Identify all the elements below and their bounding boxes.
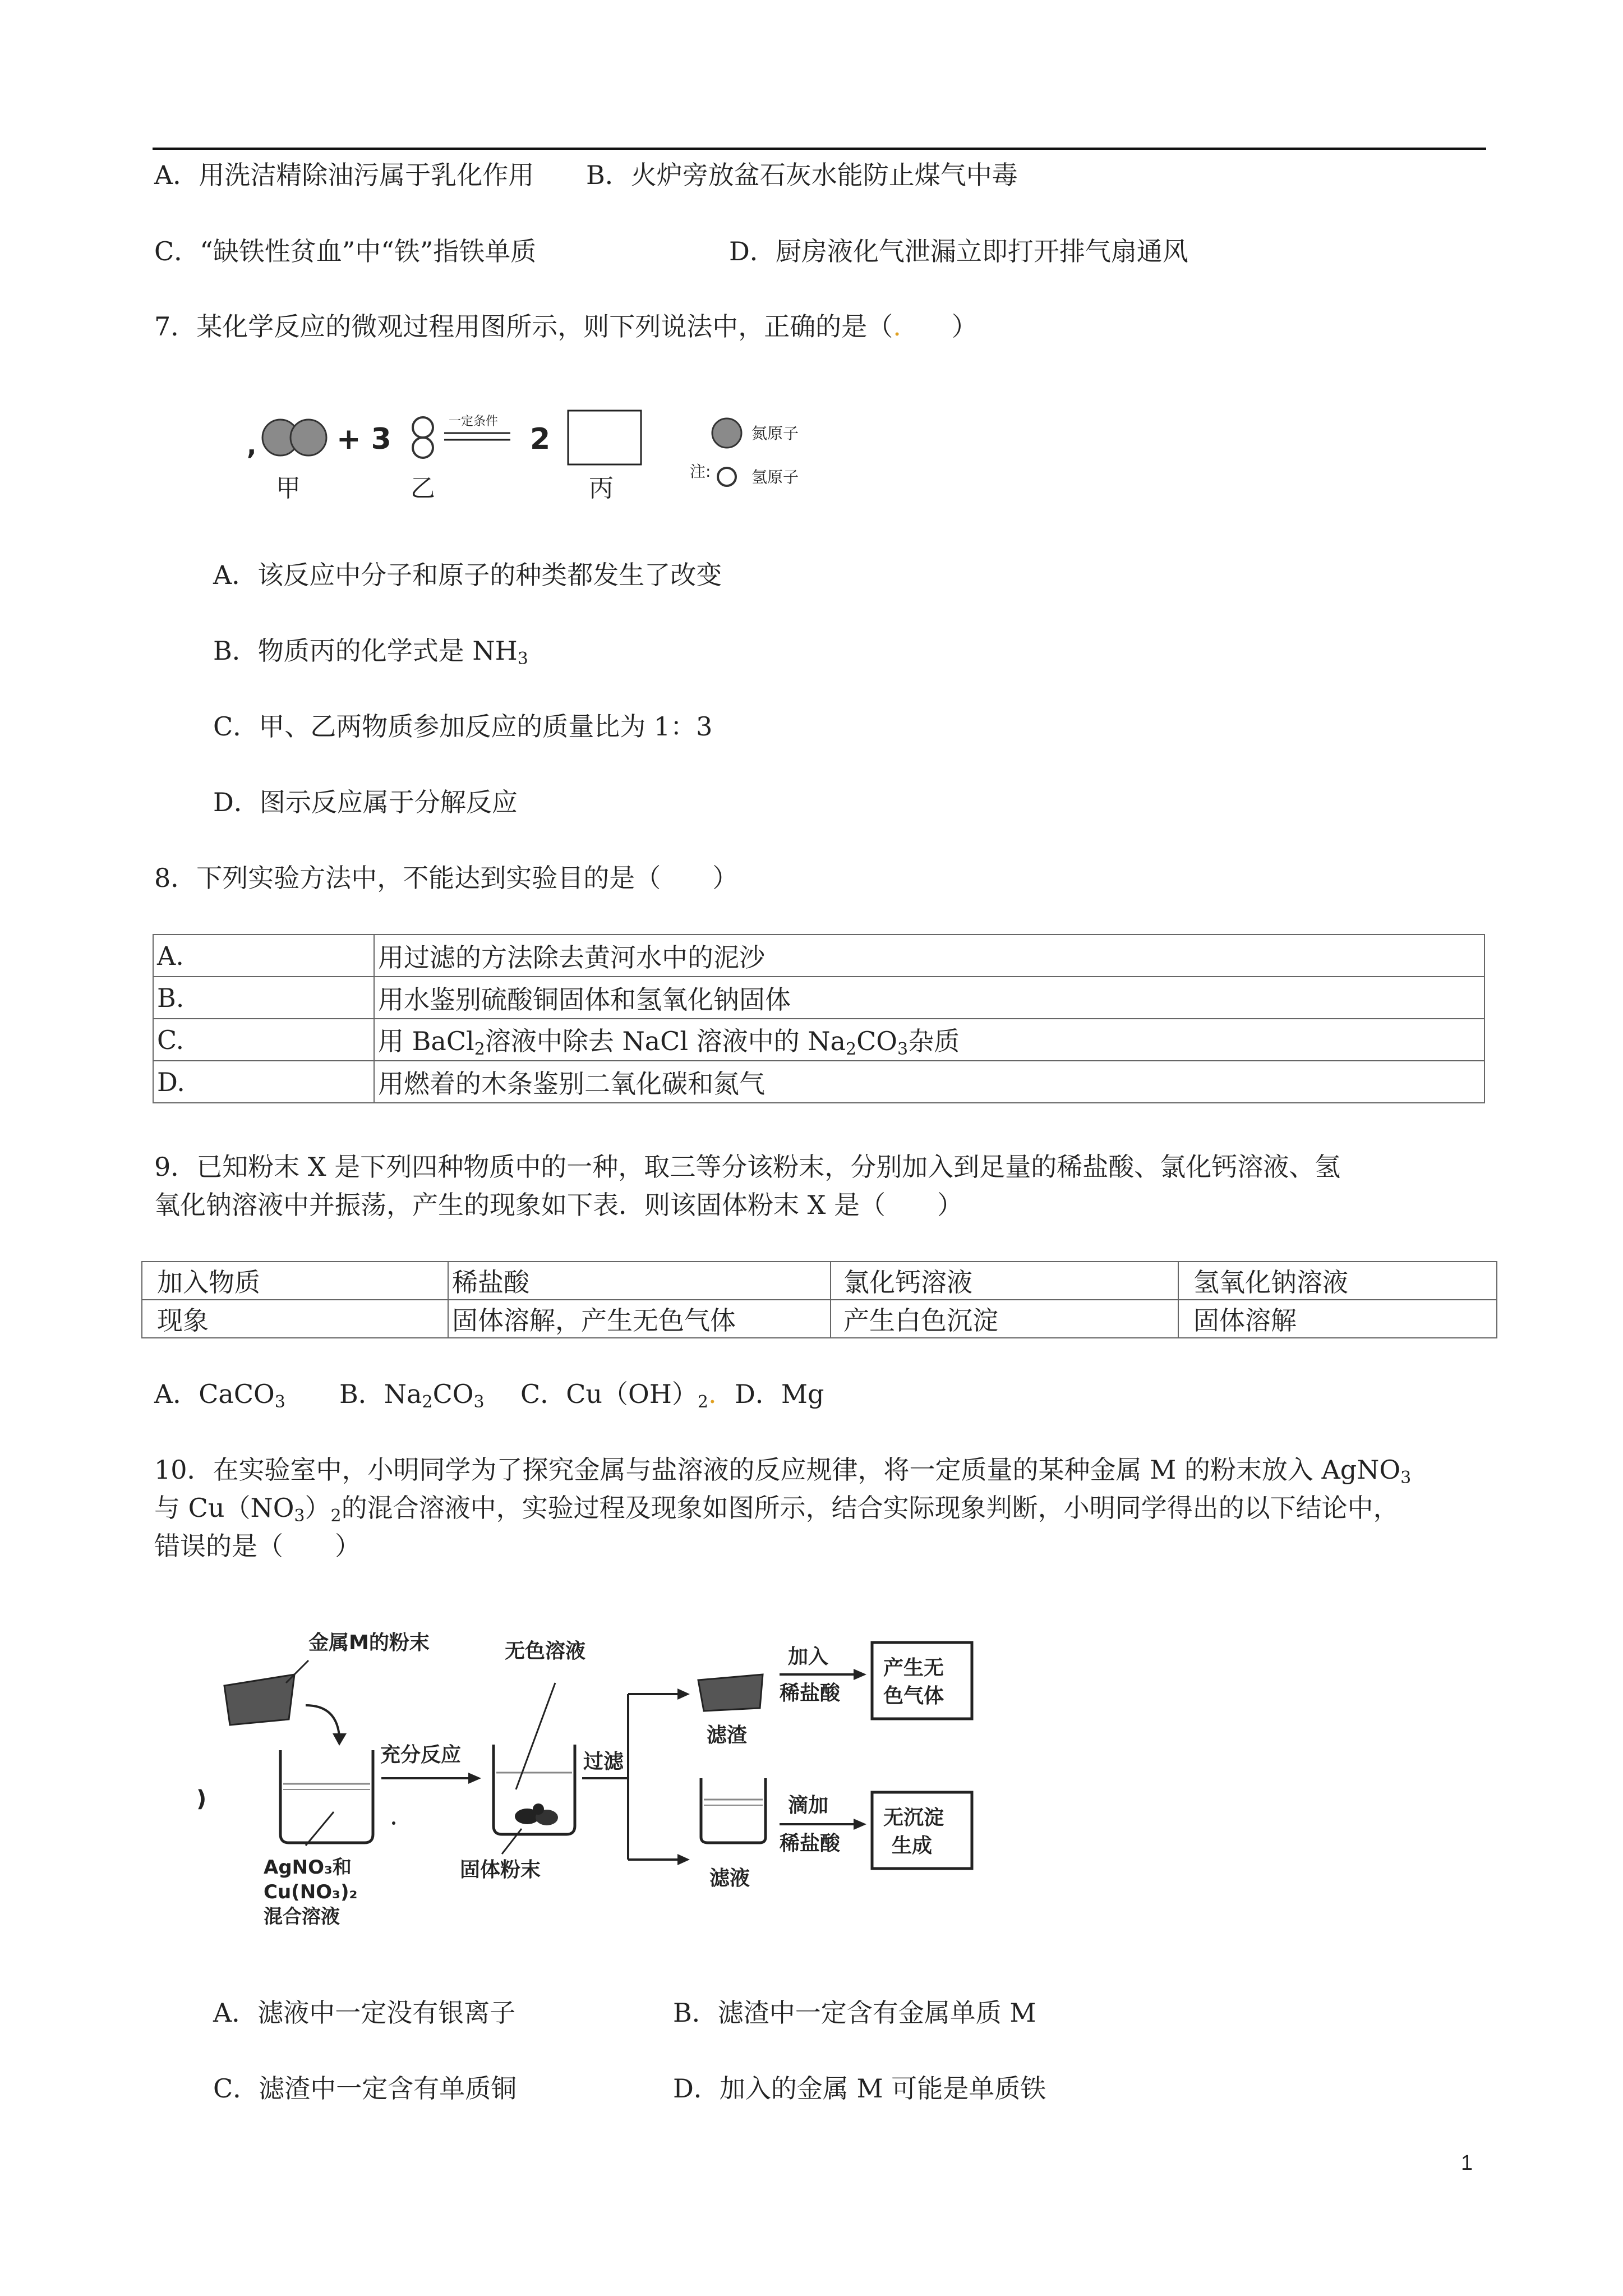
q7-option-a: A．该反应中分子和原子的种类都发生了改变 [213,560,722,590]
metal-powder-paper-icon [224,1674,294,1725]
page-number: 1 [1461,2151,1473,2175]
label-acid-1: 稀盐酸 [780,1682,841,1705]
q10-stem-line3: 错误的是（ ） [154,1531,361,1561]
result-1-line1: 产生无 [883,1657,944,1680]
q6-option-a: A．用洗洁精除油污属于乳化作用 [154,160,534,190]
q9-option-a: A．CaCO$_3$ [154,1379,285,1412]
table-row [153,977,1484,1019]
q7-option-d: D．图示反应属于分解反应 [213,787,518,817]
q8-key-b: B. [153,977,374,1019]
q9-header-0: 加入物质 [142,1262,448,1300]
q9-header-3: 氢氧化钠溶液 [1178,1262,1497,1300]
hydrogen-atom [413,417,433,438]
label-solid-powder: 固体粉末 [460,1858,541,1881]
result-2-line2: 生成 [892,1834,933,1857]
residue-paper-icon [698,1674,763,1711]
q7-reaction-diagram [247,393,864,510]
q10-option-d: D．加入的金属 M 可能是单质铁 [673,2073,1046,2104]
label-mix-2: Cu(NO₃)₂ [264,1881,358,1903]
label-mix-1: AgNO₃和 [264,1856,352,1879]
coef-c: 2 [530,422,551,456]
label-residue: 滤渣 [707,1724,748,1747]
q7-stem: 7．某化学反应的微观过程用图所示，则下列说法中，正确的是（. ） [154,311,978,342]
q9-option-b: B．$Na_2CO_3$ [339,1379,485,1412]
svg-text:): ) [196,1786,207,1812]
reaction-condition: 一定条件 [449,415,499,429]
q9-table [141,1261,1497,1338]
table-row [153,1019,1484,1061]
q9-option-d: D．Mg [735,1379,824,1409]
label-bing: 丙 [589,474,614,503]
q9-cell-1: 固体溶解，产生无色气体 [448,1300,831,1338]
q6-option-b: B．火炉旁放盆石灰水能防止煤气中毒 [586,160,1018,190]
q10-stem-line2: 与 $Cu(NO_3)_2$的混合溶液中，实验过程及现象如图所示，结合实际现象判断，小明同学得出的以下结论中， [154,1493,1399,1526]
q6-option-d: D．厨房液化气泄漏立即打开排气扇通风 [729,236,1188,266]
result-2-line1: 无沉淀 [883,1806,944,1829]
q6-option-c: C．“缺铁性贫血”中“铁”指铁单质 [154,236,537,266]
q10-stem-line1: 10．在实验室中，小明同学为了探究金属与盐溶液的反应规律，将一定质量的某种金属 M 的粉末放入 AgNO$_3$ [154,1455,1412,1488]
table-row [142,1300,1497,1338]
q10-option-c: C．滤渣中一定含有单质铜 [213,2073,517,2104]
label-yi: 乙 [411,474,435,503]
q9-cell-3: 固体溶解 [1178,1300,1497,1338]
svg-text:,: , [247,430,257,461]
legend-nitrogen-label: 氮原子 [751,424,799,443]
legend-nitrogen-icon [712,418,741,448]
q9-cell-2: 产生白色沉淀 [831,1300,1178,1338]
coef-b: + 3 [336,422,391,456]
label-react: 充分反应 [380,1743,462,1766]
table-row [153,935,1484,977]
label-metal-powder: 金属M的粉末 [308,1631,430,1654]
q9-cell-0: 现象 [142,1300,448,1338]
label-filter: 过滤 [583,1750,624,1773]
q8-text-b: 用水鉴别硫酸铜固体和氢氧化钠固体 [374,977,1484,1019]
q9-header-1: 稀盐酸 [448,1262,831,1300]
label-mix-3: 混合溶液 [264,1906,340,1928]
q8-table [153,934,1485,1103]
q10-option-b: B．滤渣中一定含有金属单质 M [673,1998,1036,2028]
beaker-1-icon [280,1750,373,1843]
q10-experiment-diagram [196,1621,1009,1941]
q9-option-c: C．$Cu(OH)_2$. [520,1379,717,1412]
q8-stem: 8．下列实验方法中，不能达到实验目的是（ ） [154,863,739,893]
label-add-1: 加入 [788,1645,829,1668]
q8-key-d: D. [153,1061,374,1103]
q9-header-2: 氯化钙溶液 [831,1262,1178,1300]
q8-key-c: C. [153,1019,374,1061]
nitrogen-atom [291,420,326,455]
q8-text-a: 用过滤的方法除去黄河水中的泥沙 [374,935,1484,977]
q9-stem-line2: 氧化钠溶液中并振荡，产生的现象如下表．则该固体粉末 X 是（ ） [154,1190,963,1220]
table-row [142,1262,1497,1300]
product-box [568,411,641,464]
beaker-3-icon [701,1778,766,1843]
q7-option-c: C．甲、乙两物质参加反应的质量比为 1：3 [213,711,713,742]
label-add-2: 滴加 [788,1794,829,1817]
legend-hydrogen-label: 氢原子 [751,468,799,486]
label-colorless-solution: 无色溶液 [505,1640,586,1663]
table-row [153,1061,1484,1103]
q9-stem-line1: 9．已知粉末 X 是下列四种物质中的一种，取三等分该粉末，分别加入到足量的稀盐酸、氯化钙溶液、氢 [154,1152,1341,1182]
result-1-line2: 色气体 [883,1685,944,1708]
label-jia: 甲 [276,474,301,503]
hydrogen-atom [413,438,433,458]
q8-text-d: 用燃着的木条鉴别二氧化碳和氮气 [374,1061,1484,1103]
q10-option-a: A．滤液中一定没有银离子 [213,1998,516,2028]
q8-text-c: 用 BaCl$_2$溶液中除去 NaCl 溶液中的 $Na_2CO_3$杂质 [374,1019,1484,1061]
q8-key-a: A. [153,935,374,977]
legend-note: 注: [690,462,711,481]
label-acid-2: 稀盐酸 [780,1832,841,1855]
header-rule [153,148,1486,150]
label-filtrate: 滤液 [709,1867,750,1890]
legend-hydrogen-icon [718,468,736,486]
q7-option-b: B．物质丙的化学式是 $NH_3$ [213,636,528,669]
